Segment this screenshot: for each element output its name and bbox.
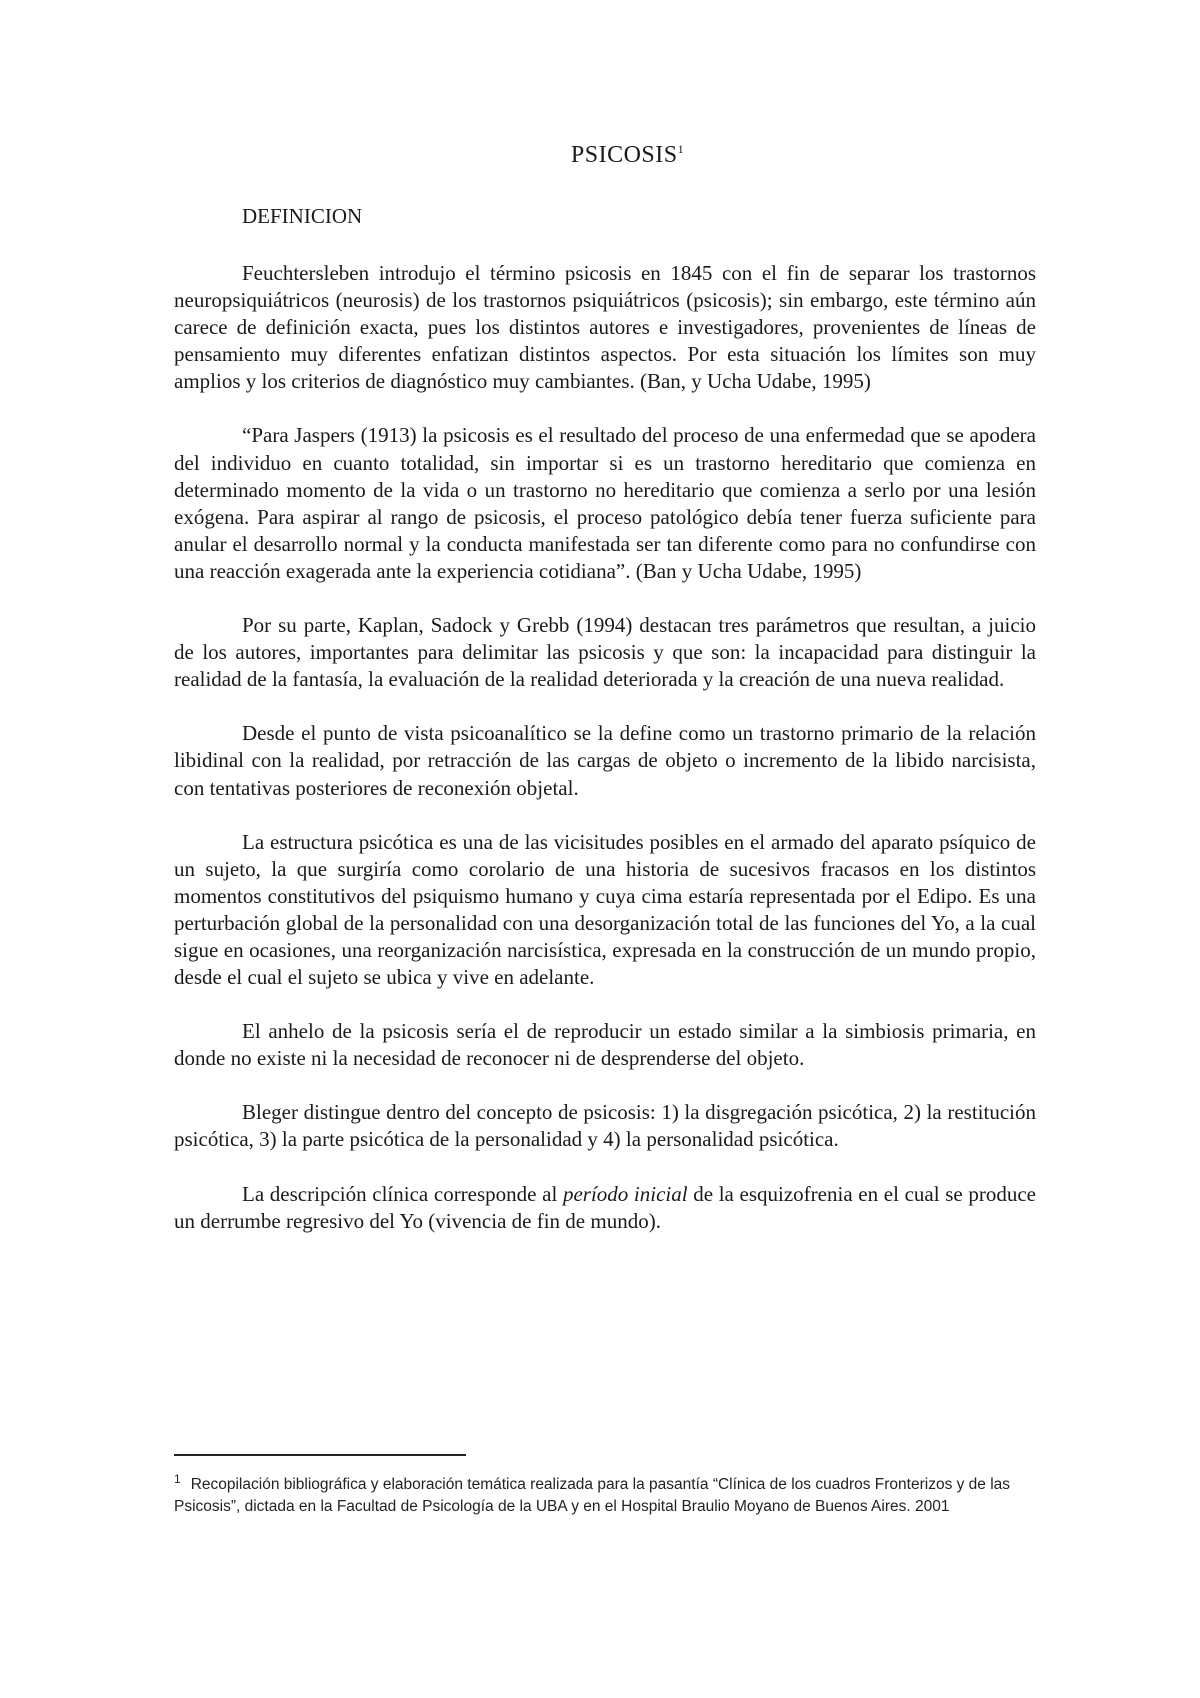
footnote (174, 1468, 1036, 1518)
paragraph (174, 1181, 1036, 1235)
page-title (0, 142, 1200, 169)
document-body (174, 260, 1036, 1235)
paragraph-text: La descripción clínica corresponde al (242, 1181, 563, 1206)
footnote-text: Recopilación bibliográfica y elaboración temática realizada para la pasantía “Clínica de los cuadros Fronterizos y de las Psicosis”, dictada en la Facultad de Psicología de la UBA y en el Hospital Braulio Moyano de Buenos Aires. 2001 (174, 1476, 1011, 1516)
paragraph: “Para Jaspers (1913) la psicosis es el resultado del proceso de una enfermedad que se apodera del individuo en cuanto totalidad, sin importar si es un trastorno hereditario que comienza en determinado momento de la vida o un trastorno no hereditario que comienza a serlo por una lesión exógena. Para aspirar al rango de psicosis, el proceso patológico debía tener fuerza suficiente para anular el desarrollo normal y la conducta manifestada ser tan diferente como para no confundirse con una reacción exagerada ante la experiencia cotidiana”. (Ban y Ucha Udabe, 1995) (174, 423, 1036, 583)
section-heading: DEFINICION (242, 204, 363, 228)
paragraph: Por su parte, Kaplan, Sadock y Grebb (1994) destacan tres parámetros que resultan, a juicio de los autores, importantes para delimitar las psicosis y que son: la incapacidad para distinguir la realidad de la fantasía, la evaluación de la realidad deteriorada y la creación de una nueva realidad. (174, 613, 1036, 692)
emphasized-text: período inicial (562, 1181, 688, 1206)
paragraph: Bleger distingue dentro del concepto de psicosis: 1) la disgregación psicótica, 2) la restitución psicótica, 3) la parte psicótica de la personalidad y 4) la personalidad psicótica. (174, 1100, 1036, 1152)
title-text: PSICOSIS (570, 142, 678, 168)
paragraph: Feuchtersleben introdujo el término psicosis en 1845 con el fin de separar los trastornos neuropsiquiátricos (neurosis) de los trastornos psiquiátricos (psicosis); sin embargo, este término aún carece de definición exacta, pues los distintos autores e investigadores, provenientes de líneas de pensamiento muy diferentes enfatizan distintos aspectos. Por esta situación los límites son muy amplios y los criterios de diagnóstico muy cambiantes. (Ban, y Ucha Udabe, 1995) (174, 261, 1036, 394)
title-footnote-mark: 1 (677, 142, 685, 156)
paragraph: El anhelo de la psicosis sería el de reproducir un estado similar a la simbiosis primaria, en donde no existe ni la necesidad de reconocer ni de desprenderse del objeto. (174, 1019, 1036, 1071)
footnote-divider (174, 1454, 466, 1456)
paragraph: La estructura psicótica es una de las vicisitudes posibles en el armado del aparato psíquico de un sujeto, la que surgiría como corolario de una historia de sucesivos fracasos en los distintos momentos constitutivos del psiquismo humano y cuya cima estaría representada por el Edipo. Es una perturbación global de la personalidad con una desorganización total de las funciones del Yo, a la cual sigue en ocasiones, una reorganización narcisística, expresada en la construcción de un mundo propio, desde el cual el sujeto se ubica y vive en adelante. (174, 829, 1036, 990)
paragraph: Desde el punto de vista psicoanalítico se la define como un trastorno primario de la relación libidinal con la realidad, por retracción de las cargas de objeto o incremento de la libido narcisista, con tentativas posteriores de reconexión objetal. (174, 721, 1036, 800)
footnote-mark: 1 (174, 1472, 181, 1486)
paragraph-text: de la esquizofrenia en el cual se produce un derrumbe regresivo del Yo (vivencia de fin de mundo). (174, 1181, 1036, 1233)
